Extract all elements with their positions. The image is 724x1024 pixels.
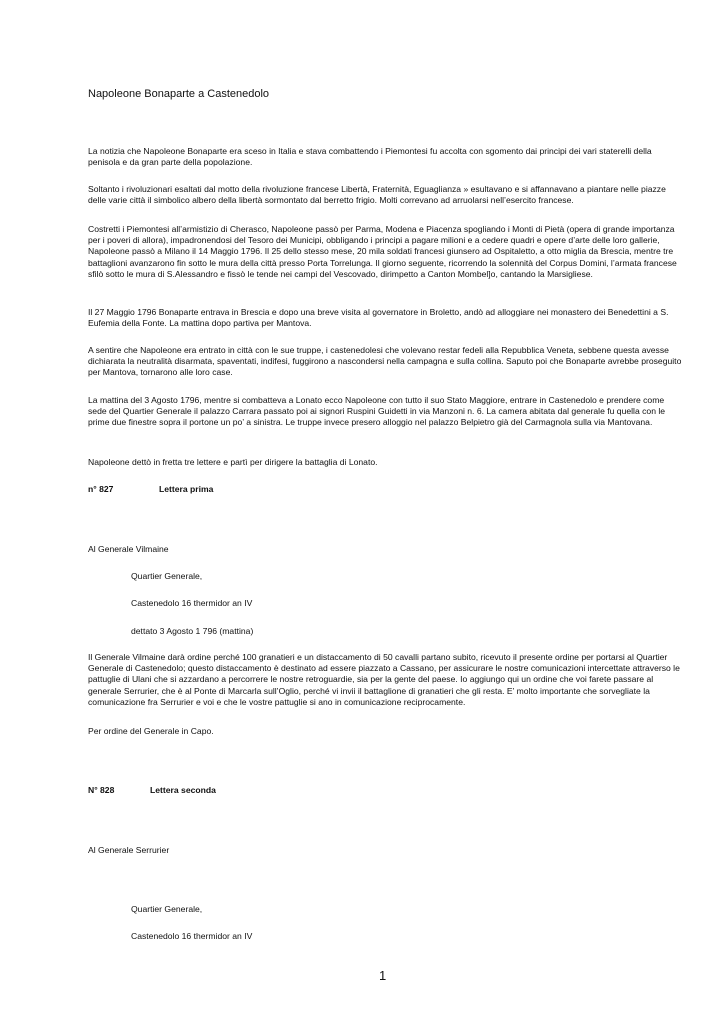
letter-1-heading: Lettera prima <box>159 484 214 494</box>
letter-1-addressee: Al Generale Vilmaine <box>88 544 169 554</box>
paragraph-5: A sentire che Napoleone era entrato in città con le sue truppe, i castenedolesi che volevano restar fedeli alla Repubblica Veneta, sebbene questa avesse dichiarata la neutralità disarmata, spaventati, indifesi, fuggirono a nascondersi nella campagna e sulla collina. Saputo poi che Bonaparte avrebbe proseguito per Mantova, tornarono alle loro case. <box>88 345 682 378</box>
paragraph-4: Il 27 Maggio 1796 Bonaparte entrava in Brescia e dopo una breve visita al governatore in Broletto, andò ad alloggiare nei monastero dei Benedettini a S. Eufemia della Fonte. La mattina dopo partiva per Mantova. <box>88 307 669 329</box>
document-title: Napoleone Bonaparte a Castenedolo <box>88 88 270 100</box>
letter-2-line-1: Quartier Generale, <box>131 904 203 914</box>
letter-1-closing: Per ordine del Generale in Capo. <box>88 726 214 736</box>
paragraph-7: Napoleone dettò in fretta tre lettere e partì per dirigere la battaglia di Lonato. <box>88 457 378 467</box>
letter-2-addressee: Al Generale Serrurier <box>88 845 170 855</box>
letter-1-number: n° 827 <box>88 484 114 494</box>
letter-1-line-3: dettato 3 Agosto 1 796 (mattina) <box>131 626 254 636</box>
page-number: 1 <box>379 968 387 983</box>
letter-2-heading: Lettera seconda <box>150 785 216 795</box>
letter-2-number: N° 828 <box>88 785 115 795</box>
paragraph-1: La notizia che Napoleone Bonaparte era sceso in Italia e stava combattendo i Piemontesi fu accolta con sgomento dai principi dei vari staterelli della penisola e da gran parte della popolazione. <box>88 146 652 168</box>
paragraph-3: Costretti i Piemontesi all’armistizio di Cherasco, Napoleone passò per Parma, Modena e Piacenza spogliando i Monti di Pietà (opera di grande importanza per i poveri di allora), impadronendosi del Tesoro dei Municipi, obbligando i principi a pagare milioni e a cedere quadri e opere d’arte delle loro gallerie, Napoleone passò a Milano il 14 Maggio 1796. Il 25 dello stesso mese, 20 mila soldati francesi giunsero ad Ospitaletto, a otto miglia da Brescia, mentre tre battaglioni avanzarono fin sotto le mura della città presso Porta Torrelunga. Il giorno seguente, ricorrendo la solennità del Corpus Domini, l’armata francese sfilò sotto le mura di S.Alessandro e fissò le tende nei campi del Vescovado, dirimpetto a Canton Mombel]o, cantando la Marsigliese. <box>88 224 677 279</box>
letter-1-body: Il Generale Vilmaine darà ordine perché 100 granatieri e un distaccamento di 50 cavalli partano subito, ricevuto il presente ordine per portarsi al Quartier Generale di Castenedolo; questo distaccamento è destinato ad essere piazzato a Cassano, per assicurare le nostre comunicazioni intercettate attraverso le pattuglie di Ulani che si azzardano a percorrere le nostre retroguardie, sia per la gente del paese. Io aggiungo qui un ordine che voi farete passare al generale Serrurier, che è al Ponte di Marcarla sull’Oglio, perché vi invii il battaglione di granatieri che gli resta. E’ molto importante che sorvegliate la comunicazione fra Serrurier e voi e che le vostre pattuglie si ano in comunicazione reciprocamente. <box>88 652 680 707</box>
paragraph-2: Soltanto i rivoluzionari esaltati dal motto della rivoluzione francese Libertà, Fraternità, Eguaglianza » esultavano e si affannavano a piantare nelle piazze delle varie città il simbolico albero della libertà sormontato dal berretto frigio. Molti correvano ad arruolarsi nell’esercito francese. <box>88 184 666 206</box>
letter-1-line-2: Castenedolo 16 thermidor an IV <box>131 598 253 608</box>
paragraph-6: La mattina del 3 Agosto 1796, mentre si combatteva a Lonato ecco Napoleone con tutto il suo Stato Maggiore, entrare in Castenedolo e prendere come sede del Quartier Generale il palazzo Carrara passato poi ai signori Ruspini Guidetti in via Manzoni n. 6. La camera abitata dal generale fu quella con le prime due finestre sopra il portone un po’ a sinistra. Le truppe invece presero alloggio nel palazzo Belpietro già del Carmagnola sulla via Mantovana. <box>88 395 666 428</box>
letter-2-line-2: Castenedolo 16 thermidor an IV <box>131 931 253 941</box>
letter-1-line-1: Quartier Generale, <box>131 571 203 581</box>
